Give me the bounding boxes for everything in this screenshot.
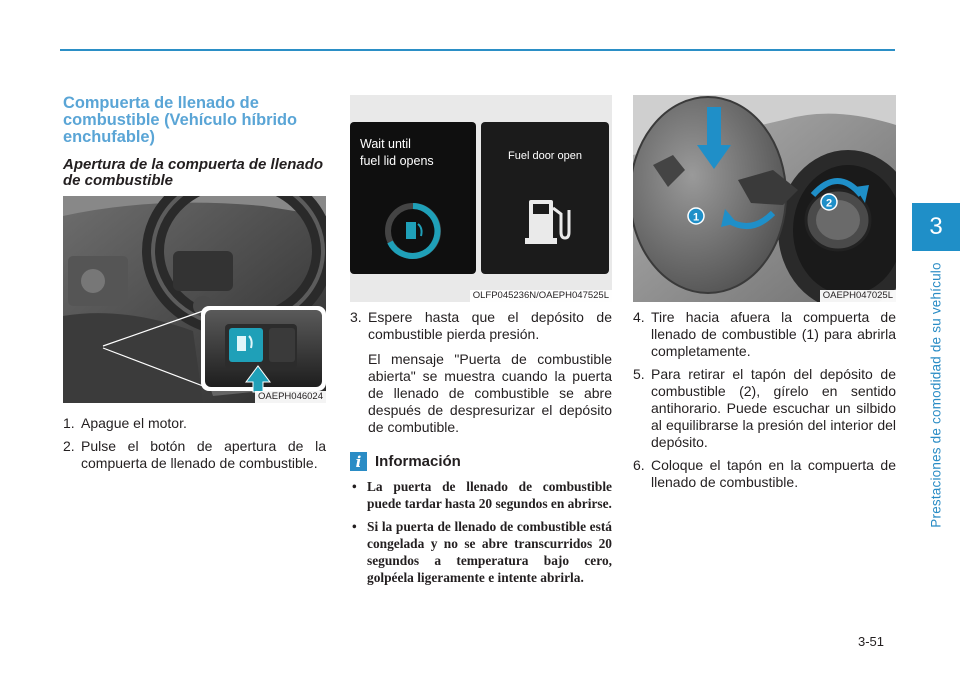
wait-screen bbox=[350, 122, 476, 274]
callout-2: 2 bbox=[825, 197, 833, 210]
figure-code-label: OAEPH046024 bbox=[255, 391, 326, 403]
step-2: 2. Pulse el botón de apertura de la compuerta de llenado de combustible. bbox=[63, 438, 326, 471]
steps-list-col1 bbox=[63, 415, 326, 478]
fuel-cap-illustration bbox=[633, 95, 896, 302]
cluster-messages-figure bbox=[350, 95, 612, 302]
fuel-door-open-message: Fuel door open bbox=[508, 150, 582, 162]
info-list bbox=[350, 478, 612, 592]
callout-1: 1 bbox=[692, 211, 700, 224]
top-rule bbox=[60, 49, 895, 51]
section-subtitle: Apertura de la compuerta de llenado de combustible bbox=[63, 156, 324, 189]
steps-list-col3 bbox=[633, 309, 896, 497]
fuel-door-open-screen bbox=[481, 122, 609, 274]
step-1: 1. Apague el motor. bbox=[63, 415, 187, 431]
step-6: 6. Coloque el tapón en la compuerta de llenado de combustible. bbox=[633, 457, 896, 490]
pressure-gauge-icon bbox=[382, 200, 444, 262]
fuel-cap-figure bbox=[633, 95, 896, 302]
step-5: 5. Para retirar el tapón del depósito de combustible (2), gírelo en sentido antihorario. Puede escuchar un silbido al equilibrarse la presión del interior del depósito. bbox=[633, 366, 896, 450]
figure-code-label: OLFP045236N/OAEPH047525L bbox=[470, 290, 612, 302]
figure-code-label: OAEPH047025L bbox=[820, 290, 896, 302]
dashboard-illustration bbox=[63, 196, 326, 403]
step-4: 4. Tire hacia afuera la compuerta de llenado de combustible (1) para abrirla completamente. bbox=[633, 309, 896, 359]
section-title: Compuerta de llenado de combustible (Vehículo híbrido enchufable) bbox=[63, 94, 298, 146]
page-number: 3-51 bbox=[858, 634, 885, 649]
info-item: • Si la puerta de llenado de combustible está congelada y no se abre transcurridos 20 segundos a temperatura bajo cero, golpéela ligeramente e intente abrirla. bbox=[352, 519, 612, 585]
chapter-tab: 3 bbox=[912, 203, 960, 251]
info-item: • La puerta de llenado de combustible puede tardar hasta 20 segundos en abrirse. bbox=[352, 479, 612, 511]
info-title: Información bbox=[375, 453, 461, 470]
step-3: 3. Espere hasta que el depósito de combustible pierda presión. El mensaje "Puerta de combustible abierta" se muestra cuando la puerta de llenado de combustible se abre después de despresurizar el depósito de combutible. bbox=[350, 309, 612, 435]
steps-list-col2 bbox=[350, 309, 612, 442]
chapter-side-title: Prestaciones de comodidad de su vehículo bbox=[928, 262, 944, 528]
info-icon: i bbox=[350, 452, 367, 471]
info-header bbox=[350, 452, 461, 471]
dashboard-figure bbox=[63, 196, 326, 403]
wait-message: Wait until fuel lid opens bbox=[360, 137, 434, 168]
fuel-pump-icon bbox=[523, 194, 573, 250]
